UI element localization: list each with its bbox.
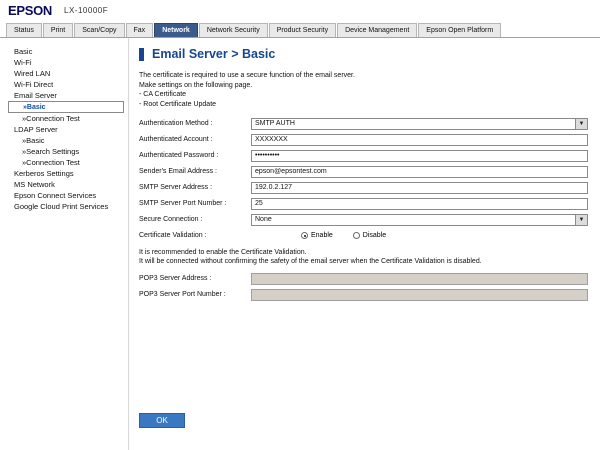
- sidebar-item-kerberos-settings[interactable]: Kerberos Settings: [14, 169, 74, 178]
- description-line: Make settings on the following page.: [139, 81, 253, 89]
- pop3-server-port-input: [251, 289, 588, 301]
- printer-model: LX-10000F: [64, 6, 109, 15]
- tab-epson-open-platform[interactable]: Epson Open Platform: [418, 23, 501, 37]
- epson-logo: EPSON: [8, 3, 53, 18]
- tab-network-security[interactable]: Network Security: [199, 23, 268, 37]
- radio-dot-icon: [353, 232, 360, 239]
- certificate-validation-radio-group: [251, 232, 588, 239]
- chevron-down-icon: ▼: [575, 215, 587, 225]
- description-line: - CA Certificate: [139, 91, 187, 98]
- authenticated-account-label: Authenticated Account :: [139, 136, 213, 143]
- sidebar-item-basic[interactable]: Basic: [14, 47, 33, 56]
- field-row-smtp-server-address: [139, 181, 588, 194]
- field-row-secure-connection: [139, 213, 588, 226]
- sidebar-item-wired-lan[interactable]: Wired LAN: [14, 69, 51, 78]
- description-line: The certificate is required to use a secure function of the email server.: [139, 72, 355, 79]
- authenticated-password-input[interactable]: [251, 150, 588, 162]
- certificate-validation-label: Certificate Validation :: [139, 232, 207, 239]
- sidebar-item-connection-test[interactable]: »Connection Test: [22, 114, 80, 123]
- smtp-server-port-input[interactable]: [251, 198, 588, 210]
- tab-scan-copy[interactable]: Scan/Copy: [74, 23, 124, 37]
- auth-method-value: SMTP AUTH: [255, 120, 295, 127]
- tab-product-security[interactable]: Product Security: [269, 23, 336, 37]
- pop3-server-port-label: POP3 Server Port Number :: [139, 291, 226, 298]
- sidebar-item-email-server[interactable]: Email Server: [14, 91, 57, 100]
- tab-status[interactable]: Status: [6, 23, 42, 37]
- field-row-authenticated-password: [139, 149, 588, 162]
- radio-dot-icon: [301, 232, 308, 239]
- app-header: [0, 0, 600, 22]
- sidebar-item-wi-fi[interactable]: Wi-Fi: [14, 58, 32, 67]
- certificate-validation-note: [139, 248, 588, 266]
- sidebar-item-ldap-server[interactable]: LDAP Server: [14, 125, 58, 134]
- sidebar-item-ms-network[interactable]: MS Network: [14, 180, 55, 189]
- page-body: [0, 38, 600, 450]
- certificate-validation-disable-radio[interactable]: [353, 232, 386, 239]
- main-content: [128, 38, 600, 450]
- ok-button-wrap: [139, 413, 185, 428]
- pop3-server-address-input: [251, 273, 588, 285]
- sidebar-item-wi-fi-direct[interactable]: Wi-Fi Direct: [14, 80, 54, 89]
- sidebar-item-basic[interactable]: »Basic: [8, 101, 124, 113]
- tab-print[interactable]: Print: [43, 23, 73, 37]
- tab-fax[interactable]: Fax: [126, 23, 154, 37]
- tab-device-management[interactable]: Device Management: [337, 23, 417, 37]
- smtp-server-address-input[interactable]: [251, 182, 588, 194]
- field-row-pop3-server-address: [139, 272, 588, 285]
- ok-button[interactable]: OK: [139, 413, 185, 428]
- certificate-validation-enable-label: Enable: [311, 232, 333, 239]
- secure-connection-label: Secure Connection :: [139, 216, 203, 223]
- field-row-authenticated-account: [139, 133, 588, 146]
- sidebar-item-search-settings[interactable]: »Search Settings: [22, 147, 80, 156]
- main-tab-bar: [0, 22, 600, 38]
- description-line: - Root Certificate Update: [139, 100, 217, 108]
- auth-method-select[interactable]: [251, 118, 588, 130]
- smtp-server-address-label: SMTP Server Address :: [139, 184, 213, 191]
- sidebar-item-connection-test[interactable]: »Connection Test: [22, 158, 80, 167]
- field-row-auth-method: [139, 117, 588, 130]
- note-line: It is recommended to enable the Certificate Validation.: [139, 249, 307, 256]
- field-row-sender-email: [139, 165, 588, 178]
- smtp-server-port-label: SMTP Server Port Number :: [139, 200, 227, 207]
- sidebar-item-basic[interactable]: »Basic: [22, 136, 45, 145]
- authenticated-account-input[interactable]: [251, 134, 588, 146]
- sidebar-nav: [0, 38, 128, 450]
- certificate-validation-disable-label: Disable: [362, 232, 387, 239]
- sidebar-item-epson-connect-services[interactable]: Epson Connect Services: [14, 191, 97, 200]
- chevron-down-icon: ▼: [575, 119, 587, 129]
- certificate-validation-enable-radio[interactable]: [301, 232, 333, 239]
- field-row-pop3-server-port: [139, 288, 588, 301]
- auth-method-label: Authentication Method :: [139, 120, 213, 127]
- page-title: Email Server > Basic: [139, 48, 588, 61]
- tab-network[interactable]: Network: [154, 23, 198, 37]
- sender-email-label: Sender's Email Address :: [139, 168, 217, 175]
- page-description: [139, 71, 588, 109]
- note-line: It will be connected without confirming the safety of the email server when the Certificate Validation is disabled.: [139, 258, 482, 265]
- authenticated-password-label: Authenticated Password :: [139, 152, 219, 159]
- sender-email-input[interactable]: [251, 166, 588, 178]
- secure-connection-select[interactable]: [251, 214, 588, 226]
- sidebar-item-google-cloud-print-services[interactable]: Google Cloud Print Services: [14, 202, 109, 211]
- field-row-certificate-validation: [139, 229, 588, 242]
- pop3-server-address-label: POP3 Server Address :: [139, 275, 212, 282]
- field-row-smtp-server-port: [139, 197, 588, 210]
- secure-connection-value: None: [255, 216, 272, 223]
